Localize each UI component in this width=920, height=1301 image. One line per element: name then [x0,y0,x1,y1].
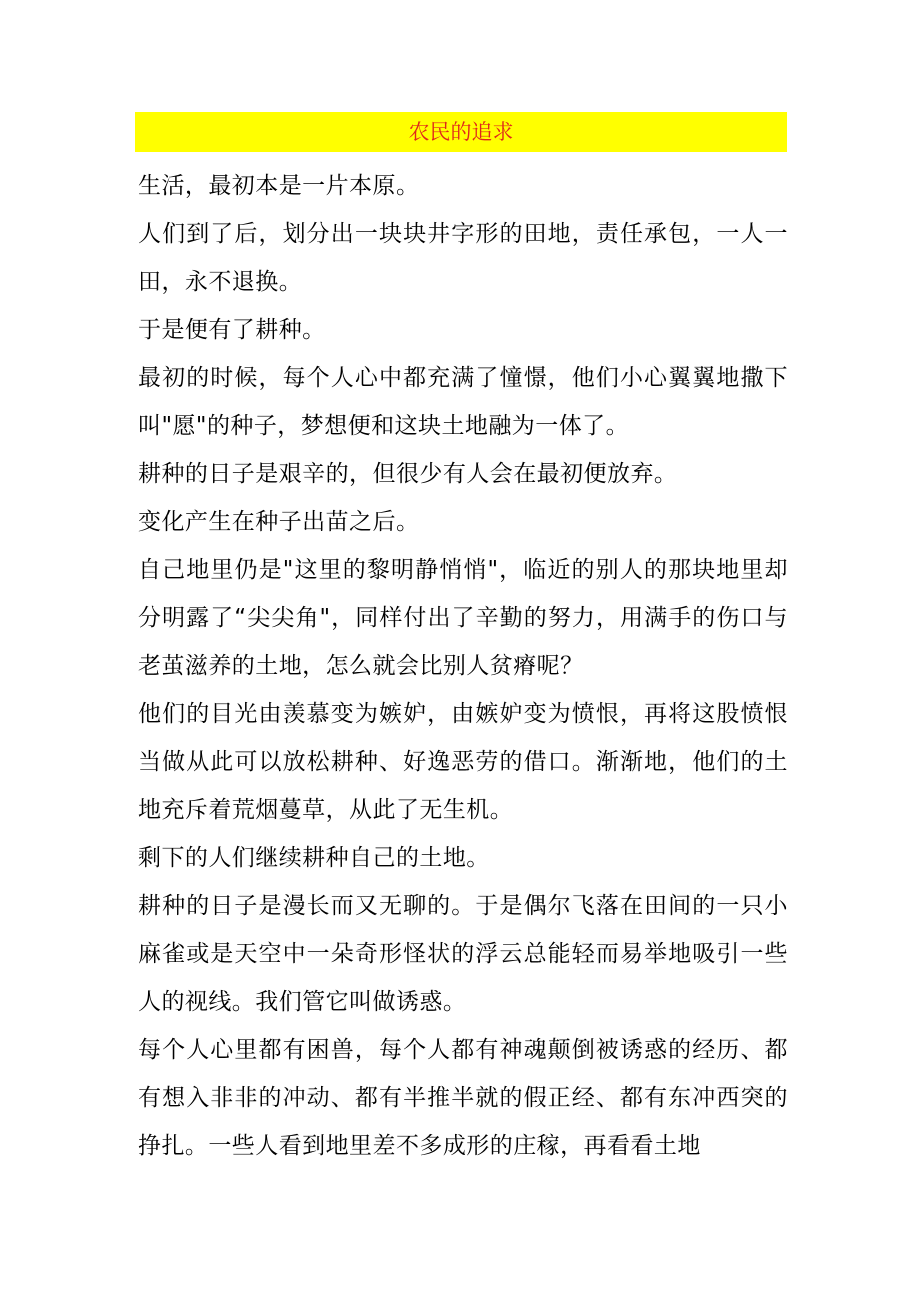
document-body [138,162,788,1170]
paragraph: 变化产生在种子出苗之后。 [138,509,420,535]
paragraph: 他们的目光由羡慕变为嫉妒，由嫉妒变为愤恨，再将这股愤恨当做从此可以放松耕种、好逸恶劳的借口。渐渐地，他们的土地充斥着荒烟蔓草，从此了无生机。 [138,701,788,823]
paragraph: 耕种的日子是艰辛的，但很少有人会在最初便放弃。 [138,461,678,487]
document-title: 农民的追求 [408,119,514,144]
paragraph: 最初的时候，每个人心中都充满了憧憬，他们小心翼翼地撒下叫"愿"的种子，梦想便和这块土地融为一体了。 [138,365,788,439]
paragraph: 每个人心里都有困兽，每个人都有神魂颠倒被诱惑的经历、都有想入非非的冲动、都有半推半就的假正经、都有东冲西突的挣扎。一些人看到地里差不多成形的庄稼，再看看土地 [138,1037,788,1159]
paragraph: 生活，最初本是一片本原。 [138,173,420,199]
paragraph: 剩下的人们继续耕种自己的土地。 [138,845,490,871]
paragraph: 耕种的日子是漫长而又无聊的。于是偶尔飞落在田间的一只小麻雀或是天空中一朵奇形怪状的浮云总能轻而易举地吸引一些人的视线。我们管它叫做诱惑。 [138,893,788,1015]
paragraph: 人们到了后，划分出一块块井字形的田地，责任承包，一人一田，永不退换。 [138,221,788,295]
paragraph: 自己地里仍是"这里的黎明静悄悄"，临近的别人的那块地里却分明露了“尖尖角"，同样付出了辛勤的努力，用满手的伤口与老茧滋养的土地，怎么就会比别人贫瘠呢？ [138,557,788,679]
title-highlight [135,112,787,152]
paragraph: 于是便有了耕种。 [138,317,326,343]
